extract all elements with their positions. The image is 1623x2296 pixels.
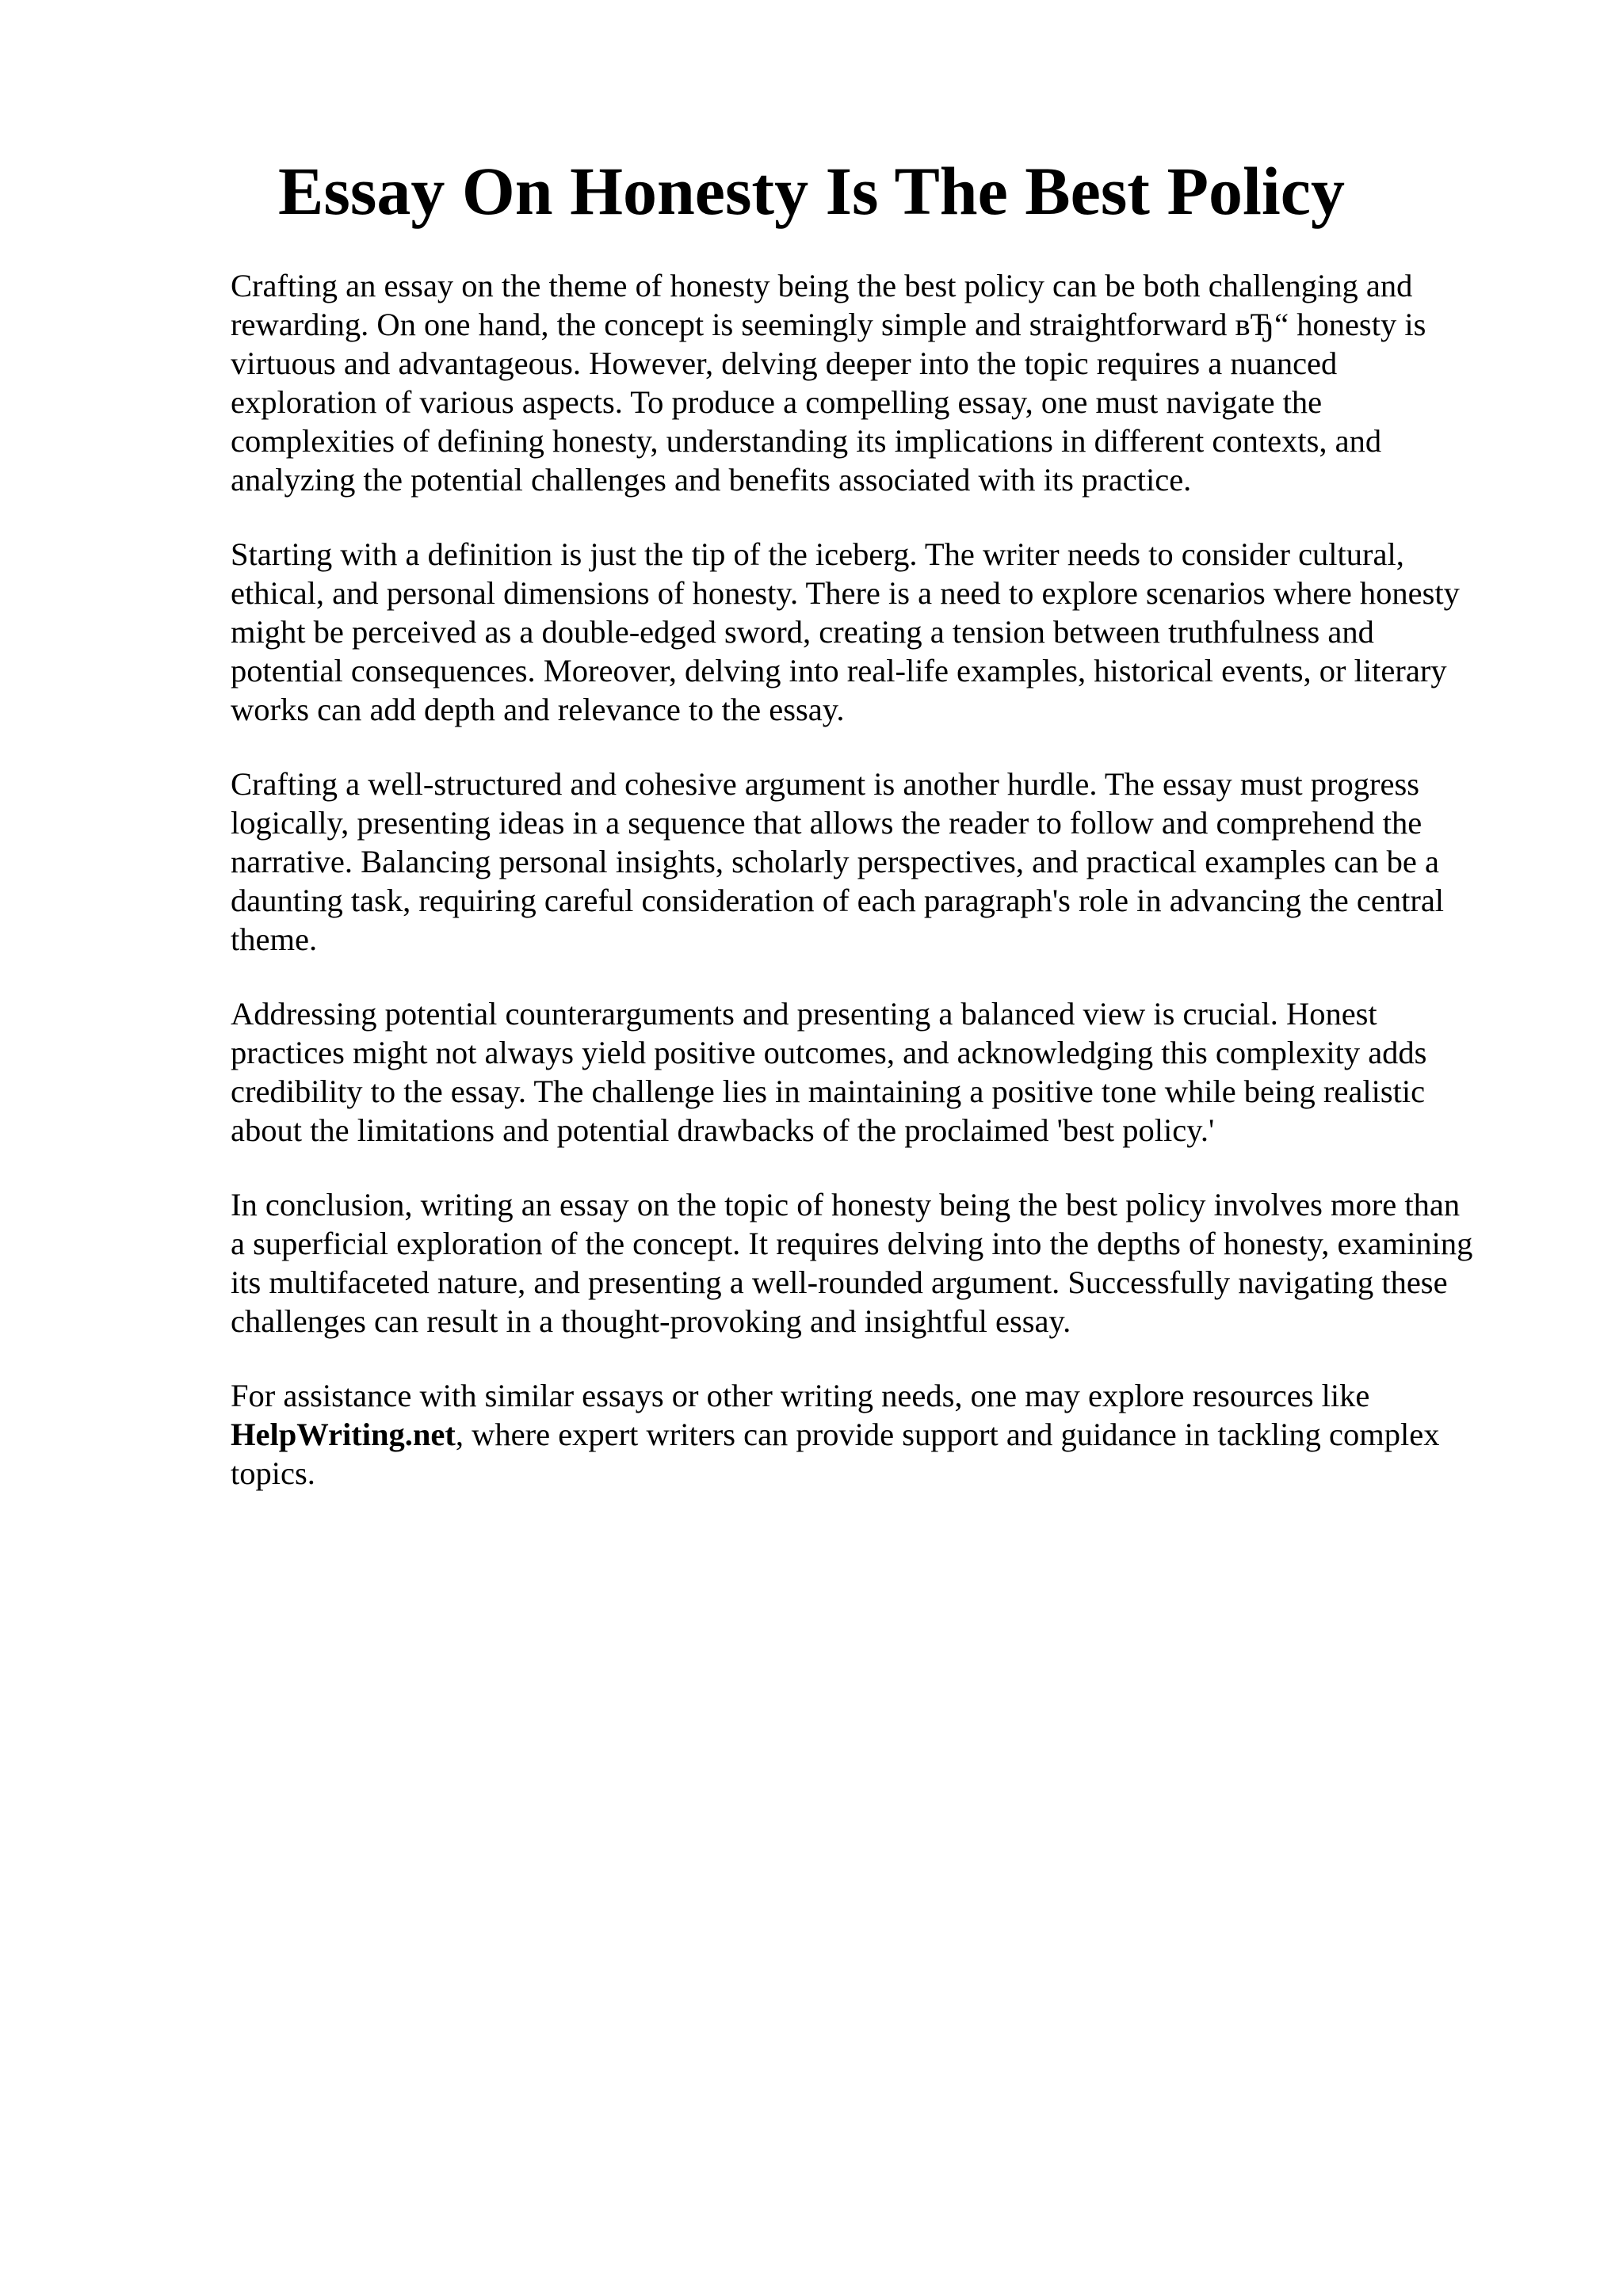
paragraph-line: ethical, and personal dimensions of honesty. There is a need to explore scenarios where honesty [231,575,1460,611]
paragraph-line: credibility to the essay. The challenge lies in maintaining a positive tone while being realistic [231,1074,1426,1109]
paragraph-2 [231,535,1530,729]
paragraph-line: works can add depth and relevance to the essay. [231,692,845,727]
paragraph-line: rewarding. On one hand, the concept is seemingly simple and straightforward вЂ“ honesty is [231,307,1426,342]
paragraph-line: Starting with a definition is just the tip of the iceberg. The writer needs to consider cultural, [231,536,1404,572]
paragraph-line: Crafting an essay on the theme of honesty being the best policy can be both challenging and [231,268,1413,303]
paragraph-line [231,1415,1530,1454]
paragraph-line: topics. [231,1455,315,1491]
paragraph-line: might be perceived as a double-edged sword, creating a tension between truthfulness and [231,614,1374,650]
paragraph-line: complexities of defining honesty, understanding its implications in different contexts, and [231,423,1382,459]
paragraph-line: exploration of various aspects. To produce a compelling essay, one must navigate the [231,384,1323,420]
paragraph-line: its multifaceted nature, and presenting a well-rounded argument. Successfully navigating these [231,1264,1448,1300]
paragraph-1 [231,266,1530,499]
paragraph-line: Addressing potential counterarguments and presenting a balanced view is crucial. Honest [231,996,1377,1032]
paragraph-line: For assistance with similar essays or other writing needs, one may explore resources like [231,1378,1370,1413]
paragraph-3 [231,765,1530,959]
closing-line-continuation: , where expert writers can provide support and guidance in tackling complex [455,1417,1440,1452]
page-title: Essay On Honesty Is The Best Policy [278,153,1345,229]
paragraph-line: In conclusion, writing an essay on the topic of honesty being the best policy involves more than [231,1187,1461,1222]
paragraph-line: theme. [231,921,318,957]
paragraph-line: Crafting a well-structured and cohesive argument is another hurdle. The essay must progress [231,766,1419,802]
paragraph-line: narrative. Balancing personal insights, scholarly perspectives, and practical examples can be a [231,844,1439,879]
closing-paragraph [231,1376,1530,1493]
paragraph-line: practices might not always yield positive outcomes, and acknowledging this complexity adds [231,1035,1427,1070]
paragraph-line: logically, presenting ideas in a sequence that allows the reader to follow and comprehend the [231,805,1423,841]
paragraph-line: about the limitations and potential drawbacks of the proclaimed 'best policy.' [231,1112,1215,1148]
essay-body [231,266,1530,1528]
paragraph-line: potential consequences. Moreover, delving into real-life examples, historical events, or literary [231,653,1447,688]
paragraph-4 [231,994,1530,1150]
paragraph-line: virtuous and advantageous. However, delving deeper into the topic requires a nuanced [231,345,1338,381]
paragraph-line: a superficial exploration of the concept. It requires delving into the depths of honesty, examining [231,1226,1473,1261]
paragraph-line: analyzing the potential challenges and benefits associated with its practice. [231,462,1192,498]
paragraph-line: challenges can result in a thought-provoking and insightful essay. [231,1303,1071,1339]
paragraph-line: daunting task, requiring careful consideration of each paragraph's role in advancing the central [231,883,1445,918]
helpwriting-link[interactable]: HelpWriting.net [231,1417,456,1452]
paragraph-5 [231,1185,1530,1341]
